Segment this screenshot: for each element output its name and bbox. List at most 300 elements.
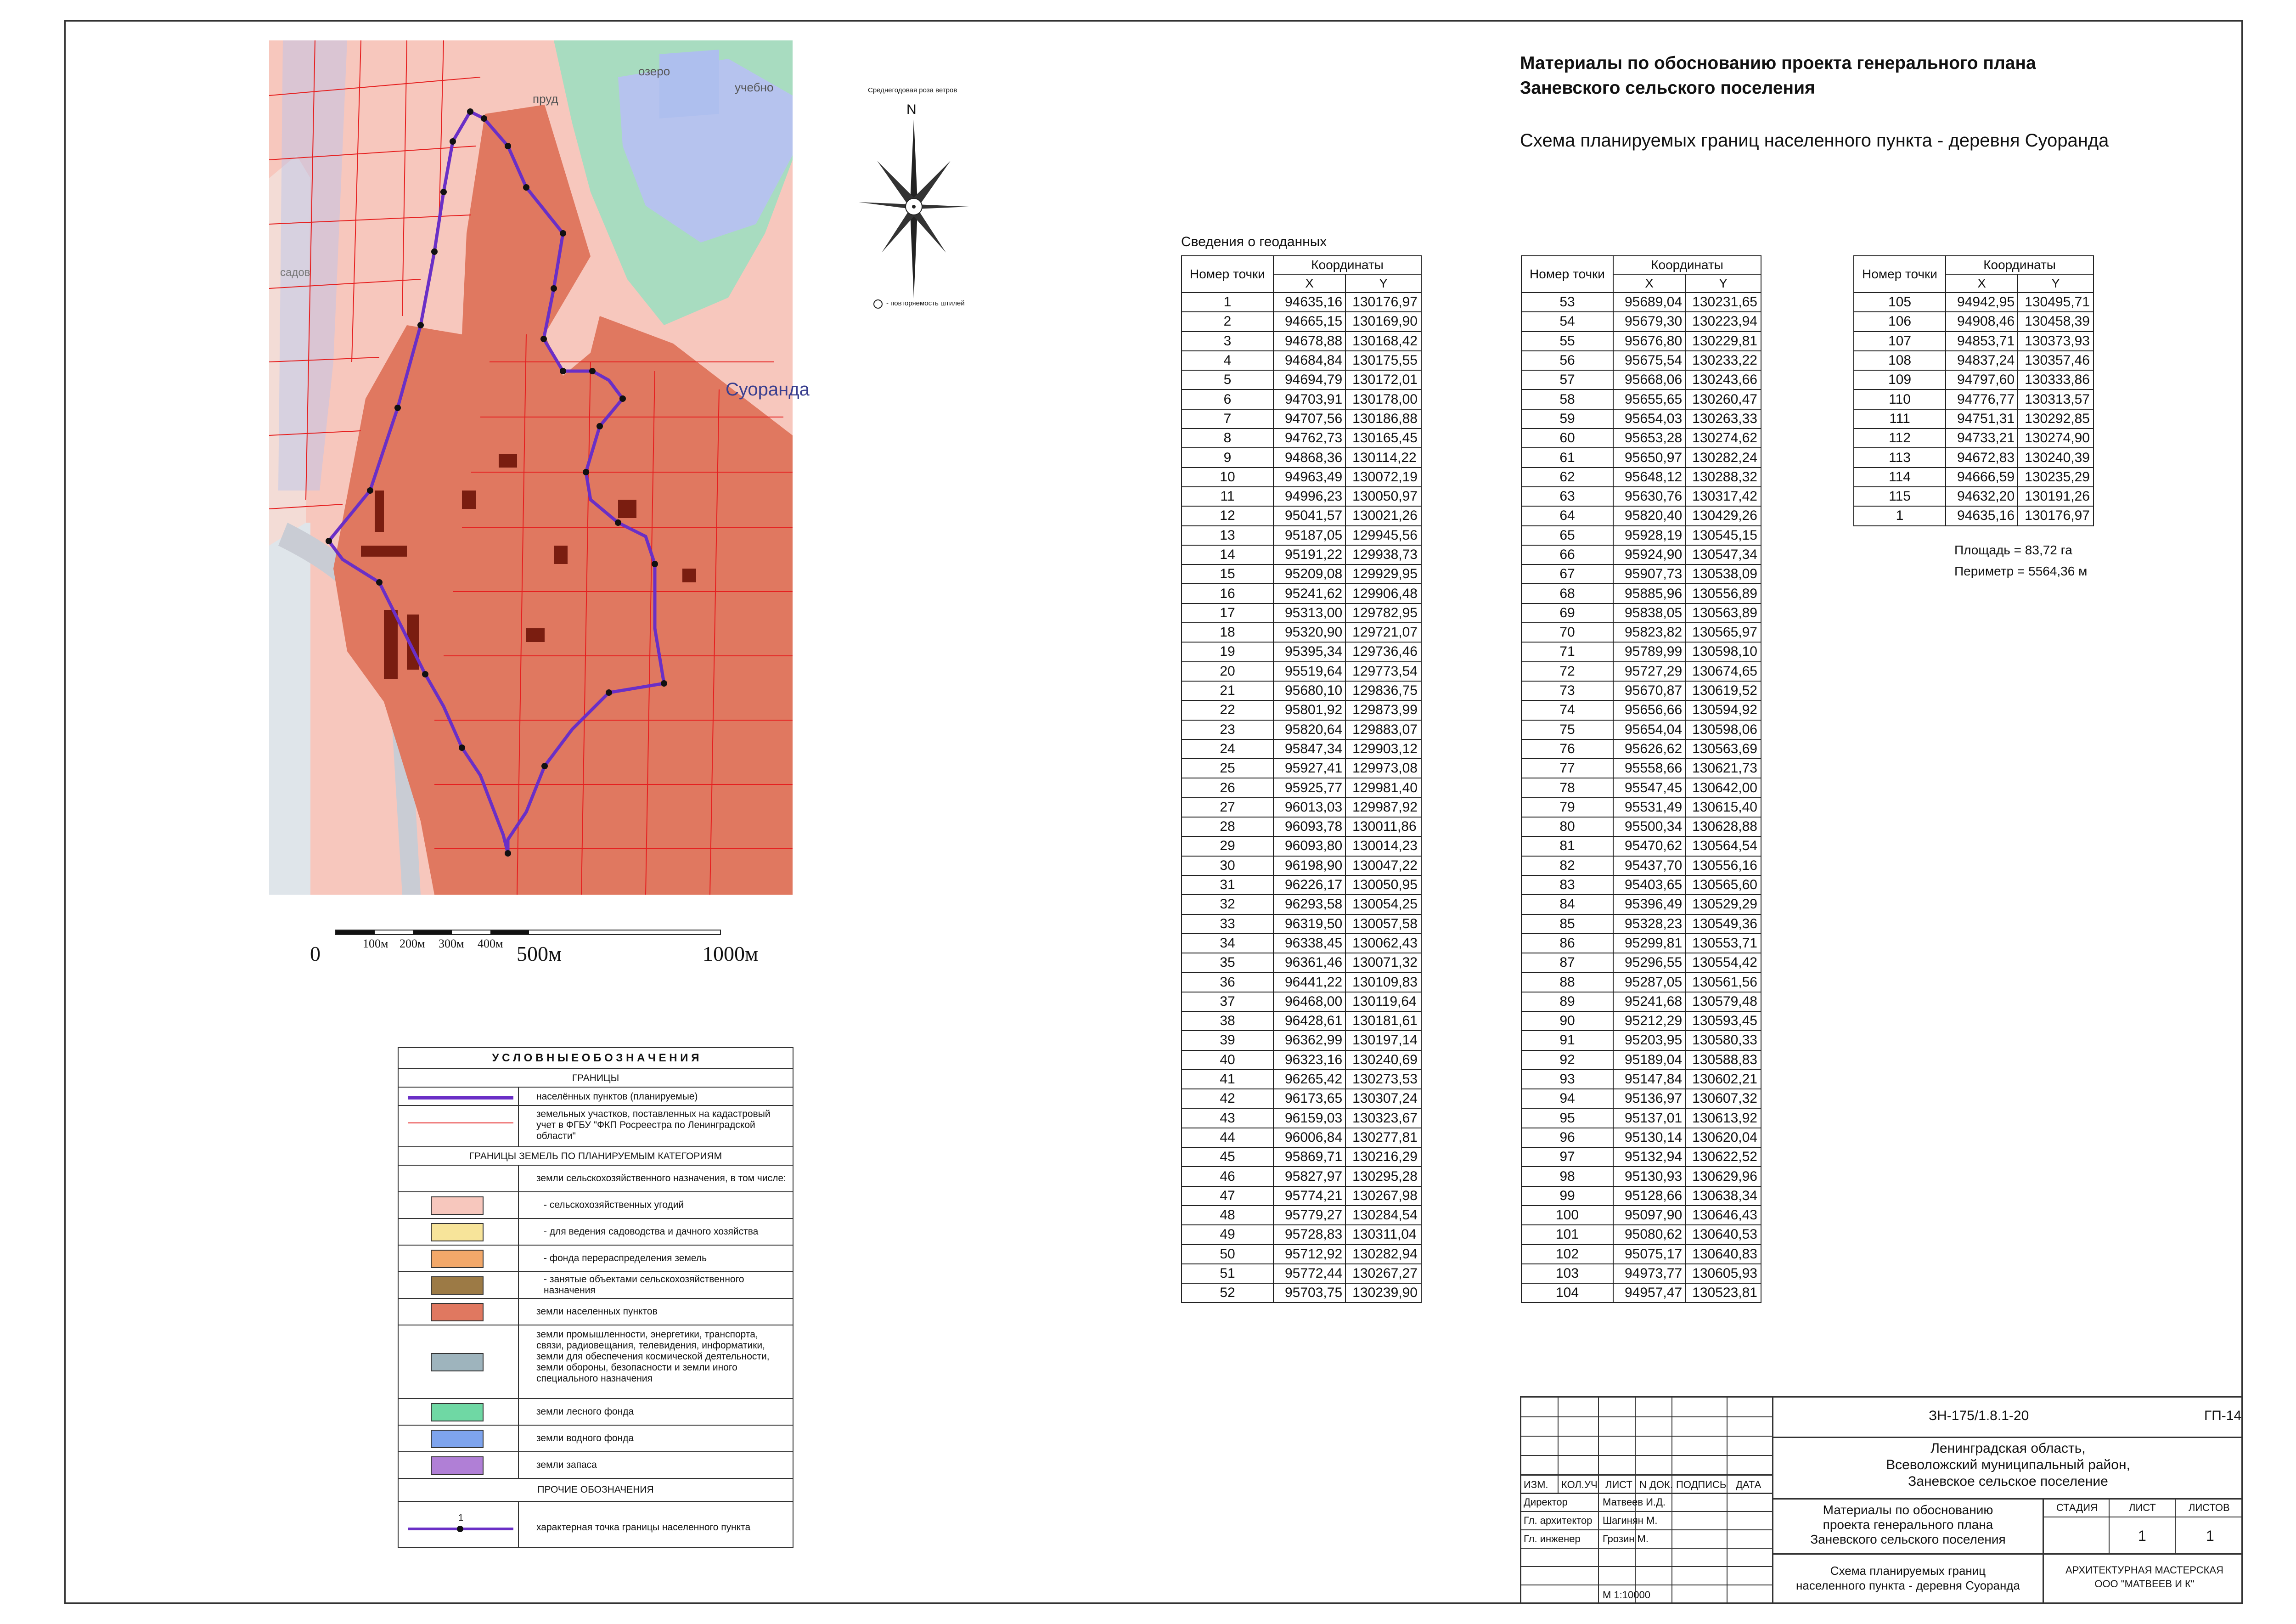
geo-row (1521, 409, 1761, 429)
geo-row (1182, 1108, 1421, 1128)
point-number: 33 (1182, 914, 1273, 934)
coord-y: 130181,61 (1345, 1011, 1421, 1031)
coord-y: 130565,60 (1685, 875, 1761, 895)
legend-forest: земли лесного фонда (536, 1406, 634, 1417)
geo-row (1521, 798, 1761, 817)
geo-row (1521, 778, 1761, 797)
coord-y: 130284,54 (1345, 1206, 1421, 1225)
geo-row (1521, 332, 1761, 351)
geo-row (1521, 1089, 1761, 1108)
coord-x: 95653,28 (1613, 429, 1685, 448)
coord-y: 130277,81 (1345, 1128, 1421, 1147)
geo-row (1521, 836, 1761, 856)
point-number: 16 (1182, 584, 1273, 603)
coord-x: 95470,62 (1613, 836, 1685, 856)
coord-x: 95689,04 (1613, 293, 1685, 312)
geo-row (1854, 293, 2093, 312)
coord-x: 96198,90 (1273, 856, 1345, 875)
geo-row (1521, 1245, 1761, 1264)
point-number: 64 (1521, 506, 1613, 525)
point-number: 34 (1182, 934, 1273, 953)
coord-x: 95519,64 (1273, 662, 1345, 681)
stamp-work-2: проекта генерального плана (1823, 1517, 1993, 1532)
coord-x: 95648,12 (1613, 468, 1685, 487)
coord-x: 95907,73 (1613, 564, 1685, 584)
title-subtitle: Схема планируемых границ населенного пункта - деревня Суоранда (1520, 130, 2109, 151)
stamp-sheets-label: ЛИСТОВ (2189, 1502, 2230, 1513)
point-number: 45 (1182, 1147, 1273, 1167)
settlement-map (269, 40, 793, 895)
point-number: 65 (1521, 526, 1613, 545)
coord-y: 129938,73 (1345, 545, 1421, 564)
geo-row (1521, 1186, 1761, 1206)
geo-row (1521, 662, 1761, 681)
stamp-region (1773, 1440, 2243, 1490)
coord-y: 130186,88 (1345, 409, 1421, 429)
legend-swatch-water (431, 1430, 484, 1448)
coord-y: 130593,45 (1685, 1011, 1761, 1031)
coord-y: 130429,26 (1685, 506, 1761, 525)
stamp-role-1: Директор (1524, 1496, 1568, 1508)
coord-y: 130267,98 (1345, 1186, 1421, 1206)
geo-row (1521, 681, 1761, 700)
map-label-lake: озеро (638, 64, 670, 78)
geo-row (1521, 1264, 1761, 1283)
coord-x: 95676,80 (1613, 332, 1685, 351)
coord-x: 96006,84 (1273, 1128, 1345, 1147)
geo-row (1182, 972, 1421, 992)
geo-row (1182, 448, 1421, 467)
coord-y: 130178,00 (1345, 389, 1421, 409)
point-number: 99 (1521, 1186, 1613, 1206)
point-number: 90 (1521, 1011, 1613, 1031)
coord-y: 130047,22 (1345, 856, 1421, 875)
th-x: X (1613, 274, 1685, 293)
point-number: 107 (1854, 332, 1946, 351)
geo-row (1182, 370, 1421, 389)
coord-x: 95403,65 (1613, 875, 1685, 895)
coord-x: 94797,60 (1946, 370, 2018, 389)
legend-swatch-redistribution (431, 1250, 484, 1268)
coord-y: 130176,97 (2018, 506, 2093, 525)
th-x: X (1273, 274, 1345, 293)
geo-row (1182, 856, 1421, 875)
coord-x: 94853,71 (1946, 332, 2018, 351)
coord-y: 130642,00 (1685, 778, 1761, 797)
point-number: 79 (1521, 798, 1613, 817)
coord-x: 95823,82 (1613, 623, 1685, 642)
coord-y: 130565,97 (1685, 623, 1761, 642)
stamp-region-2: Всеволожский муниципальный район, (1886, 1457, 2130, 1472)
point-number: 37 (1182, 992, 1273, 1011)
geo-row (1182, 1031, 1421, 1050)
point-number: 48 (1182, 1206, 1273, 1225)
point-number: 60 (1521, 429, 1613, 448)
coord-y: 130260,47 (1685, 389, 1761, 409)
coord-y: 130333,86 (2018, 370, 2093, 389)
coord-y: 130620,04 (1685, 1128, 1761, 1147)
point-number: 70 (1521, 623, 1613, 642)
geo-row (1521, 875, 1761, 895)
legend-parcel-boundary: земельных участков, поставленных на кадастровый учет в ФГБУ "ФКП Росреестра по Ленинградской области" (536, 1109, 771, 1141)
geo-row (1521, 429, 1761, 448)
point-number: 75 (1521, 720, 1613, 739)
th-coords: Координаты (1946, 256, 2093, 274)
geo-row (1182, 1206, 1421, 1225)
geo-caption: Сведения о геоданных (1181, 234, 1327, 249)
map-label-uchebn: учебно (735, 80, 774, 94)
geo-row (1182, 836, 1421, 856)
legend-swatch-reserve (431, 1456, 484, 1475)
coord-x: 94942,95 (1946, 293, 2018, 312)
th-coords: Координаты (1613, 256, 1761, 274)
point-number: 101 (1521, 1225, 1613, 1244)
point-number: 62 (1521, 468, 1613, 487)
geo-row (1854, 370, 2093, 389)
geo-row (1521, 817, 1761, 836)
coord-x: 94635,16 (1946, 506, 2018, 525)
stamp-work-1: Материалы по обоснованию (1823, 1503, 1993, 1517)
legend-categories-header: ГРАНИЦЫ ЗЕМЕЛЬ ПО ПЛАНИРУЕМЫМ КАТЕГОРИЯМ (469, 1151, 722, 1162)
geo-row (1182, 759, 1421, 778)
legend-parcel-line (408, 1122, 513, 1123)
coord-x: 94665,15 (1273, 312, 1345, 331)
scale-400: 400м (478, 937, 503, 950)
point-number: 52 (1182, 1283, 1273, 1303)
geo-row (1182, 332, 1421, 351)
coord-y: 130529,29 (1685, 895, 1761, 914)
coord-x: 95130,93 (1613, 1167, 1685, 1186)
coord-x: 95925,77 (1273, 778, 1345, 797)
point-number: 72 (1521, 662, 1613, 681)
coord-y: 130561,56 (1685, 972, 1761, 992)
legend-reserve: земли запаса (536, 1460, 597, 1470)
geo-row (1854, 448, 2093, 467)
coord-x: 95654,04 (1613, 720, 1685, 739)
point-number: 115 (1854, 487, 1946, 506)
geo-row (1182, 934, 1421, 953)
coord-x: 95241,62 (1273, 584, 1345, 603)
geo-row (1521, 448, 1761, 467)
coord-y: 130554,42 (1685, 953, 1761, 972)
coord-y: 130288,32 (1685, 468, 1761, 487)
geo-row (1182, 992, 1421, 1011)
windrose-title: Среднегодовая роза ветров (868, 86, 957, 94)
geo-row (1521, 370, 1761, 389)
point-number: 81 (1521, 836, 1613, 856)
coord-y: 130553,71 (1685, 934, 1761, 953)
stamp-region-1: Ленинградская область, (1930, 1441, 2086, 1456)
coord-x: 96173,65 (1273, 1089, 1345, 1108)
legend-title: У С Л О В Н Ы Е О Б О З Н А Ч Е Н И Я (492, 1052, 699, 1064)
point-number: 82 (1521, 856, 1613, 875)
point-number: 71 (1521, 642, 1613, 661)
th-x: X (1946, 274, 2018, 293)
legend-point-icon (457, 1526, 463, 1532)
coord-x: 95827,97 (1273, 1167, 1345, 1186)
coord-x: 96361,46 (1273, 953, 1345, 972)
geo-row (1182, 293, 1421, 312)
geo-row (1521, 914, 1761, 934)
coord-y: 130588,83 (1685, 1050, 1761, 1070)
point-number: 97 (1521, 1147, 1613, 1167)
coord-x: 95838,05 (1613, 603, 1685, 623)
geo-row (1182, 623, 1421, 642)
geo-row (1854, 312, 2093, 331)
geo-row (1521, 1283, 1761, 1303)
point-number: 103 (1521, 1264, 1613, 1283)
scale-300: 300м (439, 937, 464, 950)
coord-x: 95680,10 (1273, 681, 1345, 700)
point-number: 22 (1182, 700, 1273, 720)
coord-y: 130050,95 (1345, 875, 1421, 895)
stamp-scale: М 1:10000 (1603, 1589, 1650, 1601)
coord-y: 130169,90 (1345, 312, 1421, 331)
coord-y: 130598,10 (1685, 642, 1761, 661)
coord-y: 130240,39 (2018, 448, 2093, 467)
point-number: 94 (1521, 1089, 1613, 1108)
coord-x: 95189,04 (1613, 1050, 1685, 1070)
coord-x: 94694,79 (1273, 370, 1345, 389)
geo-row (1182, 526, 1421, 545)
coord-y: 130165,45 (1345, 429, 1421, 448)
coord-x: 96159,03 (1273, 1108, 1345, 1128)
coord-x: 95650,97 (1613, 448, 1685, 467)
coord-y: 130563,69 (1685, 739, 1761, 759)
coord-y: 130197,14 (1345, 1031, 1421, 1050)
geo-table-2 (1521, 255, 1761, 1303)
scale-100: 100м (363, 937, 388, 950)
coord-y: 130274,90 (2018, 429, 2093, 448)
stamp-h-podp: ПОДПИСЬ (1676, 1479, 1727, 1490)
coord-x: 95927,41 (1273, 759, 1345, 778)
legend-boundaries-header: ГРАНИЦЫ (572, 1073, 619, 1083)
geo-row (1182, 351, 1421, 370)
geo-row (1182, 778, 1421, 797)
coord-y: 129987,92 (1345, 798, 1421, 817)
stamp-stage-label: СТАДИЯ (2056, 1502, 2098, 1513)
point-number: 83 (1521, 875, 1613, 895)
coord-x: 95080,62 (1613, 1225, 1685, 1244)
legend-swatch-settlements (431, 1303, 484, 1321)
geo-row (1521, 312, 1761, 331)
coord-x: 96362,99 (1273, 1031, 1345, 1050)
stamp-sheet-label: ЛИСТ (2129, 1502, 2156, 1513)
coord-x: 95655,65 (1613, 389, 1685, 409)
coord-y: 130282,24 (1685, 448, 1761, 467)
point-number: 98 (1521, 1167, 1613, 1186)
legend-swatch-forest (431, 1403, 484, 1421)
point-number: 17 (1182, 603, 1273, 623)
point-number: 20 (1182, 662, 1273, 681)
coord-y: 130621,73 (1685, 759, 1761, 778)
coord-x: 95209,08 (1273, 564, 1345, 584)
coord-y: 130646,43 (1685, 1206, 1761, 1225)
th-coords: Координаты (1273, 256, 1421, 274)
coord-y: 129873,99 (1345, 700, 1421, 720)
geo-row (1182, 389, 1421, 409)
point-number: 87 (1521, 953, 1613, 972)
coord-y: 129773,54 (1345, 662, 1421, 681)
point-number: 105 (1854, 293, 1946, 312)
coord-y: 130628,88 (1685, 817, 1761, 836)
coord-x: 95547,45 (1613, 778, 1685, 797)
coord-x: 95630,76 (1613, 487, 1685, 506)
geo-row (1521, 545, 1761, 564)
geo-row (1182, 953, 1421, 972)
point-number: 67 (1521, 564, 1613, 584)
coord-y: 130317,42 (1685, 487, 1761, 506)
geo-row (1182, 487, 1421, 506)
geo-row (1854, 409, 2093, 429)
point-number: 59 (1521, 409, 1613, 429)
geo-row (1854, 468, 2093, 487)
coord-y: 130119,64 (1345, 992, 1421, 1011)
point-number: 40 (1182, 1050, 1273, 1070)
coord-x: 94678,88 (1273, 332, 1345, 351)
coord-y: 130223,94 (1685, 312, 1761, 331)
point-number: 93 (1521, 1070, 1613, 1089)
legend-gardening: - для ведения садоводства и дачного хозяйства (544, 1226, 759, 1237)
geo-row (1521, 856, 1761, 875)
coord-y: 130274,62 (1685, 429, 1761, 448)
coord-y: 130235,29 (2018, 468, 2093, 487)
point-number: 1 (1854, 506, 1946, 525)
coord-y: 130564,54 (1685, 836, 1761, 856)
point-number: 41 (1182, 1070, 1273, 1089)
coord-x: 95500,34 (1613, 817, 1685, 836)
coord-x: 94868,36 (1273, 448, 1345, 467)
th-y: Y (1685, 274, 1761, 293)
coord-y: 130313,57 (2018, 389, 2093, 409)
map-label-pond: пруд (533, 92, 558, 106)
point-number: 24 (1182, 739, 1273, 759)
point-number: 54 (1521, 312, 1613, 331)
coord-y: 130556,89 (1685, 584, 1761, 603)
coord-x: 95130,14 (1613, 1128, 1685, 1147)
point-number: 114 (1854, 468, 1946, 487)
coord-x: 95212,29 (1613, 1011, 1685, 1031)
coord-x: 95801,92 (1273, 700, 1345, 720)
coord-x: 94707,56 (1273, 409, 1345, 429)
point-number: 11 (1182, 487, 1273, 506)
coord-x: 95128,66 (1613, 1186, 1685, 1206)
coord-x: 95670,87 (1613, 681, 1685, 700)
stamp-name-2: Шагинян М. (1603, 1515, 1658, 1526)
coord-x: 95136,97 (1613, 1089, 1685, 1108)
stamp-work-3: Заневского сельского поселения (1810, 1532, 2006, 1546)
stamp-doc-code: ЗН-175/1.8.1-20 (1929, 1408, 2029, 1423)
geo-row (1521, 759, 1761, 778)
coord-x: 95241,68 (1613, 992, 1685, 1011)
coord-x: 95558,66 (1613, 759, 1685, 778)
coord-y: 130273,53 (1345, 1070, 1421, 1089)
coord-x: 95679,30 (1613, 312, 1685, 331)
geo-row (1182, 468, 1421, 487)
coord-y: 130545,15 (1685, 526, 1761, 545)
coord-y: 129906,48 (1345, 584, 1421, 603)
coord-y: 130057,58 (1345, 914, 1421, 934)
coord-y: 130109,83 (1345, 972, 1421, 992)
coord-x: 96265,42 (1273, 1070, 1345, 1089)
point-number: 112 (1854, 429, 1946, 448)
geo-row (1182, 642, 1421, 661)
geo-row (1521, 1031, 1761, 1050)
coord-y: 130072,19 (1345, 468, 1421, 487)
calm-icon (872, 299, 884, 310)
coord-y: 130011,86 (1345, 817, 1421, 836)
coord-y: 129973,08 (1345, 759, 1421, 778)
coord-x: 96226,17 (1273, 875, 1345, 895)
coord-x: 94973,77 (1613, 1264, 1685, 1283)
coord-x: 95774,21 (1273, 1186, 1345, 1206)
coord-y: 130231,65 (1685, 293, 1761, 312)
coord-y: 130175,55 (1345, 351, 1421, 370)
geo-row (1182, 1147, 1421, 1167)
geo-row (1521, 1050, 1761, 1070)
point-number: 6 (1182, 389, 1273, 409)
coord-y: 130267,27 (1345, 1264, 1421, 1283)
coord-y: 129836,75 (1345, 681, 1421, 700)
geo-row (1521, 506, 1761, 525)
geo-row (1854, 429, 2093, 448)
legend-settlement-line (408, 1096, 513, 1100)
point-number: 31 (1182, 875, 1273, 895)
coord-y: 130239,90 (1345, 1283, 1421, 1303)
point-number: 100 (1521, 1206, 1613, 1225)
coord-x: 94996,23 (1273, 487, 1345, 506)
coord-x: 95147,84 (1613, 1070, 1685, 1089)
stamp-name-1: Матвеев И.Д. (1603, 1496, 1666, 1508)
pond (659, 50, 719, 118)
coord-y: 130168,42 (1345, 332, 1421, 351)
point-number: 51 (1182, 1264, 1273, 1283)
geo-row (1521, 720, 1761, 739)
point-number: 73 (1521, 681, 1613, 700)
coord-y: 130292,85 (2018, 409, 2093, 429)
coord-x: 94751,31 (1946, 409, 2018, 429)
title-block (1520, 1396, 2243, 1604)
point-number: 46 (1182, 1167, 1273, 1186)
legend-point-num: 1 (458, 1513, 464, 1523)
coord-x: 94837,24 (1946, 351, 2018, 370)
coord-y: 130282,94 (1345, 1245, 1421, 1264)
point-number: 96 (1521, 1128, 1613, 1147)
point-number: 27 (1182, 798, 1273, 817)
geo-row (1854, 487, 2093, 506)
coord-x: 95626,62 (1613, 739, 1685, 759)
point-number: 29 (1182, 836, 1273, 856)
point-number: 55 (1521, 332, 1613, 351)
point-number: 56 (1521, 351, 1613, 370)
geo-row (1182, 603, 1421, 623)
point-number: 111 (1854, 409, 1946, 429)
stamp-sheet-value: 1 (2138, 1528, 2146, 1544)
point-number: 32 (1182, 895, 1273, 914)
th-y: Y (1345, 274, 1421, 293)
geo-row (1182, 1050, 1421, 1070)
geo-row (1521, 526, 1761, 545)
point-number: 102 (1521, 1245, 1613, 1264)
geo-row (1182, 895, 1421, 914)
windrose-icon (854, 115, 974, 299)
stamp-region-3: Заневское сельское поселение (1908, 1474, 2108, 1489)
coord-y: 130295,28 (1345, 1167, 1421, 1186)
geo-row (1182, 720, 1421, 739)
coord-x: 94672,83 (1946, 448, 2018, 467)
geo-row (1521, 351, 1761, 370)
point-number: 44 (1182, 1128, 1273, 1147)
